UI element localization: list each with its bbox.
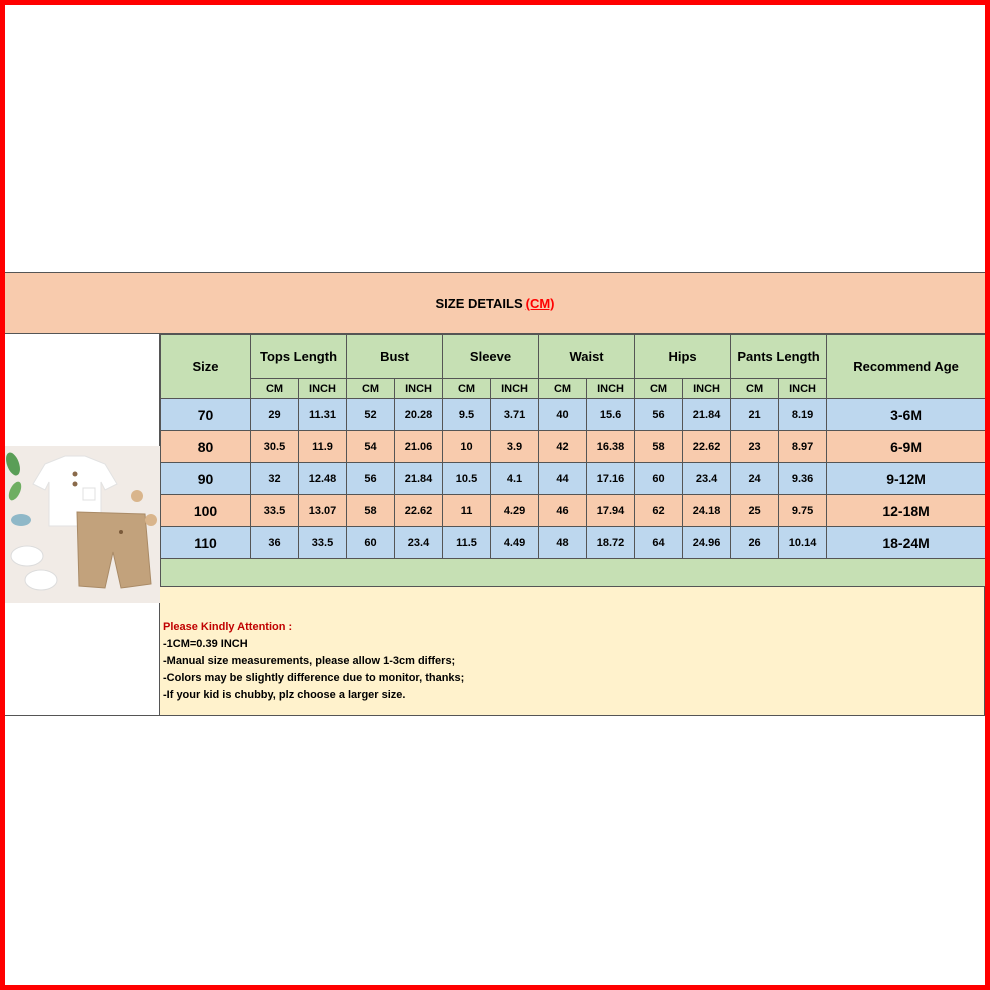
value-cell: 22.62: [683, 431, 731, 463]
value-cell: 58: [635, 431, 683, 463]
value-cell: 10.14: [779, 527, 827, 559]
value-cell: 64: [635, 527, 683, 559]
value-cell: 56: [635, 399, 683, 431]
value-cell: 9.5: [443, 399, 491, 431]
value-cell: 11.5: [443, 527, 491, 559]
value-cell: 46: [539, 495, 587, 527]
value-cell: 24.18: [683, 495, 731, 527]
empty-green-cell: [161, 559, 986, 588]
age-cell: 12-18M: [827, 495, 986, 527]
value-cell: 3.9: [491, 431, 539, 463]
unit-inch: INCH: [299, 379, 347, 399]
photo-cell-bottom-border: [5, 715, 160, 716]
value-cell: 15.6: [587, 399, 635, 431]
age-cell: 6-9M: [827, 431, 986, 463]
header-waist: Waist: [539, 335, 635, 379]
value-cell: 44: [539, 463, 587, 495]
value-cell: 17.94: [587, 495, 635, 527]
value-cell: 8.19: [779, 399, 827, 431]
value-cell: 3.71: [491, 399, 539, 431]
value-cell: 24.96: [683, 527, 731, 559]
value-cell: 24: [731, 463, 779, 495]
unit-cm: CM: [635, 379, 683, 399]
value-cell: 62: [635, 495, 683, 527]
value-cell: 48: [539, 527, 587, 559]
value-cell: 33.5: [299, 527, 347, 559]
value-cell: 21.06: [395, 431, 443, 463]
size-cell: 70: [161, 399, 251, 431]
value-cell: 13.07: [299, 495, 347, 527]
size-cell: 100: [161, 495, 251, 527]
value-cell: 25: [731, 495, 779, 527]
title-text: SIZE DETAILS: [435, 295, 523, 311]
unit-cm: CM: [251, 379, 299, 399]
table-row: [161, 527, 986, 559]
value-cell: 8.97: [779, 431, 827, 463]
unit-cm: CM: [347, 379, 395, 399]
unit-inch: INCH: [395, 379, 443, 399]
value-cell: 29: [251, 399, 299, 431]
value-cell: 21.84: [683, 399, 731, 431]
table-row: [161, 463, 986, 495]
unit-inch: INCH: [587, 379, 635, 399]
header-pants-length: Pants Length: [731, 335, 827, 379]
note-line: -Colors may be slightly difference due to monitor, thanks;: [163, 672, 465, 684]
value-cell: 40: [539, 399, 587, 431]
size-cell: 80: [161, 431, 251, 463]
value-cell: 21.84: [395, 463, 443, 495]
unit-inch: INCH: [779, 379, 827, 399]
value-cell: 23.4: [683, 463, 731, 495]
product-photo-cell: [5, 334, 160, 716]
value-cell: 30.5: [251, 431, 299, 463]
unit-inch: INCH: [683, 379, 731, 399]
product-photo: [5, 446, 160, 603]
value-cell: 23.4: [395, 527, 443, 559]
value-cell: 20.28: [395, 399, 443, 431]
age-cell: 18-24M: [827, 527, 986, 559]
unit-inch: INCH: [491, 379, 539, 399]
value-cell: 32: [251, 463, 299, 495]
spacer-row: [161, 559, 986, 588]
header-recommend-age: Recommend Age: [827, 335, 986, 399]
baby-outfit-illustration: [5, 446, 160, 603]
header-row-groups: [161, 335, 986, 379]
note-heading: Please Kindly Attention :: [163, 621, 293, 633]
value-cell: 26: [731, 527, 779, 559]
value-cell: 9.36: [779, 463, 827, 495]
value-cell: 4.1: [491, 463, 539, 495]
note-line: -Manual size measurements, please allow 1-3cm differs;: [163, 655, 456, 667]
age-cell: 3-6M: [827, 399, 986, 431]
attention-note: [160, 586, 985, 716]
note-line: -If your kid is chubby, plz choose a larger size.: [163, 689, 406, 701]
value-cell: 42: [539, 431, 587, 463]
value-cell: 33.5: [251, 495, 299, 527]
value-cell: 11.9: [299, 431, 347, 463]
value-cell: 52: [347, 399, 395, 431]
header-tops-length: Tops Length: [251, 335, 347, 379]
value-cell: 16.38: [587, 431, 635, 463]
unit-cm: CM: [731, 379, 779, 399]
header-sleeve: Sleeve: [443, 335, 539, 379]
title-unit: (CM): [525, 295, 555, 311]
size-cell: 110: [161, 527, 251, 559]
note-line: -1CM=0.39 INCH: [163, 638, 248, 650]
value-cell: 11: [443, 495, 491, 527]
value-cell: 54: [347, 431, 395, 463]
value-cell: 9.75: [779, 495, 827, 527]
value-cell: 22.62: [395, 495, 443, 527]
value-cell: 60: [635, 463, 683, 495]
value-cell: 60: [347, 527, 395, 559]
unit-cm: CM: [443, 379, 491, 399]
value-cell: 21: [731, 399, 779, 431]
value-cell: 56: [347, 463, 395, 495]
header-bust: Bust: [347, 335, 443, 379]
value-cell: 12.48: [299, 463, 347, 495]
value-cell: 36: [251, 527, 299, 559]
value-cell: 4.49: [491, 527, 539, 559]
age-cell: 9-12M: [827, 463, 986, 495]
value-cell: 4.29: [491, 495, 539, 527]
table-row: [161, 495, 986, 527]
table-row: [161, 399, 986, 431]
value-cell: 10.5: [443, 463, 491, 495]
value-cell: 17.16: [587, 463, 635, 495]
value-cell: 10: [443, 431, 491, 463]
value-cell: 11.31: [299, 399, 347, 431]
header-hips: Hips: [635, 335, 731, 379]
size-cell: 90: [161, 463, 251, 495]
size-details-title-band: [5, 272, 985, 334]
value-cell: 23: [731, 431, 779, 463]
header-size: Size: [161, 335, 251, 399]
value-cell: 18.72: [587, 527, 635, 559]
size-chart-table: [160, 334, 986, 588]
unit-cm: CM: [539, 379, 587, 399]
table-row: [161, 431, 986, 463]
value-cell: 58: [347, 495, 395, 527]
